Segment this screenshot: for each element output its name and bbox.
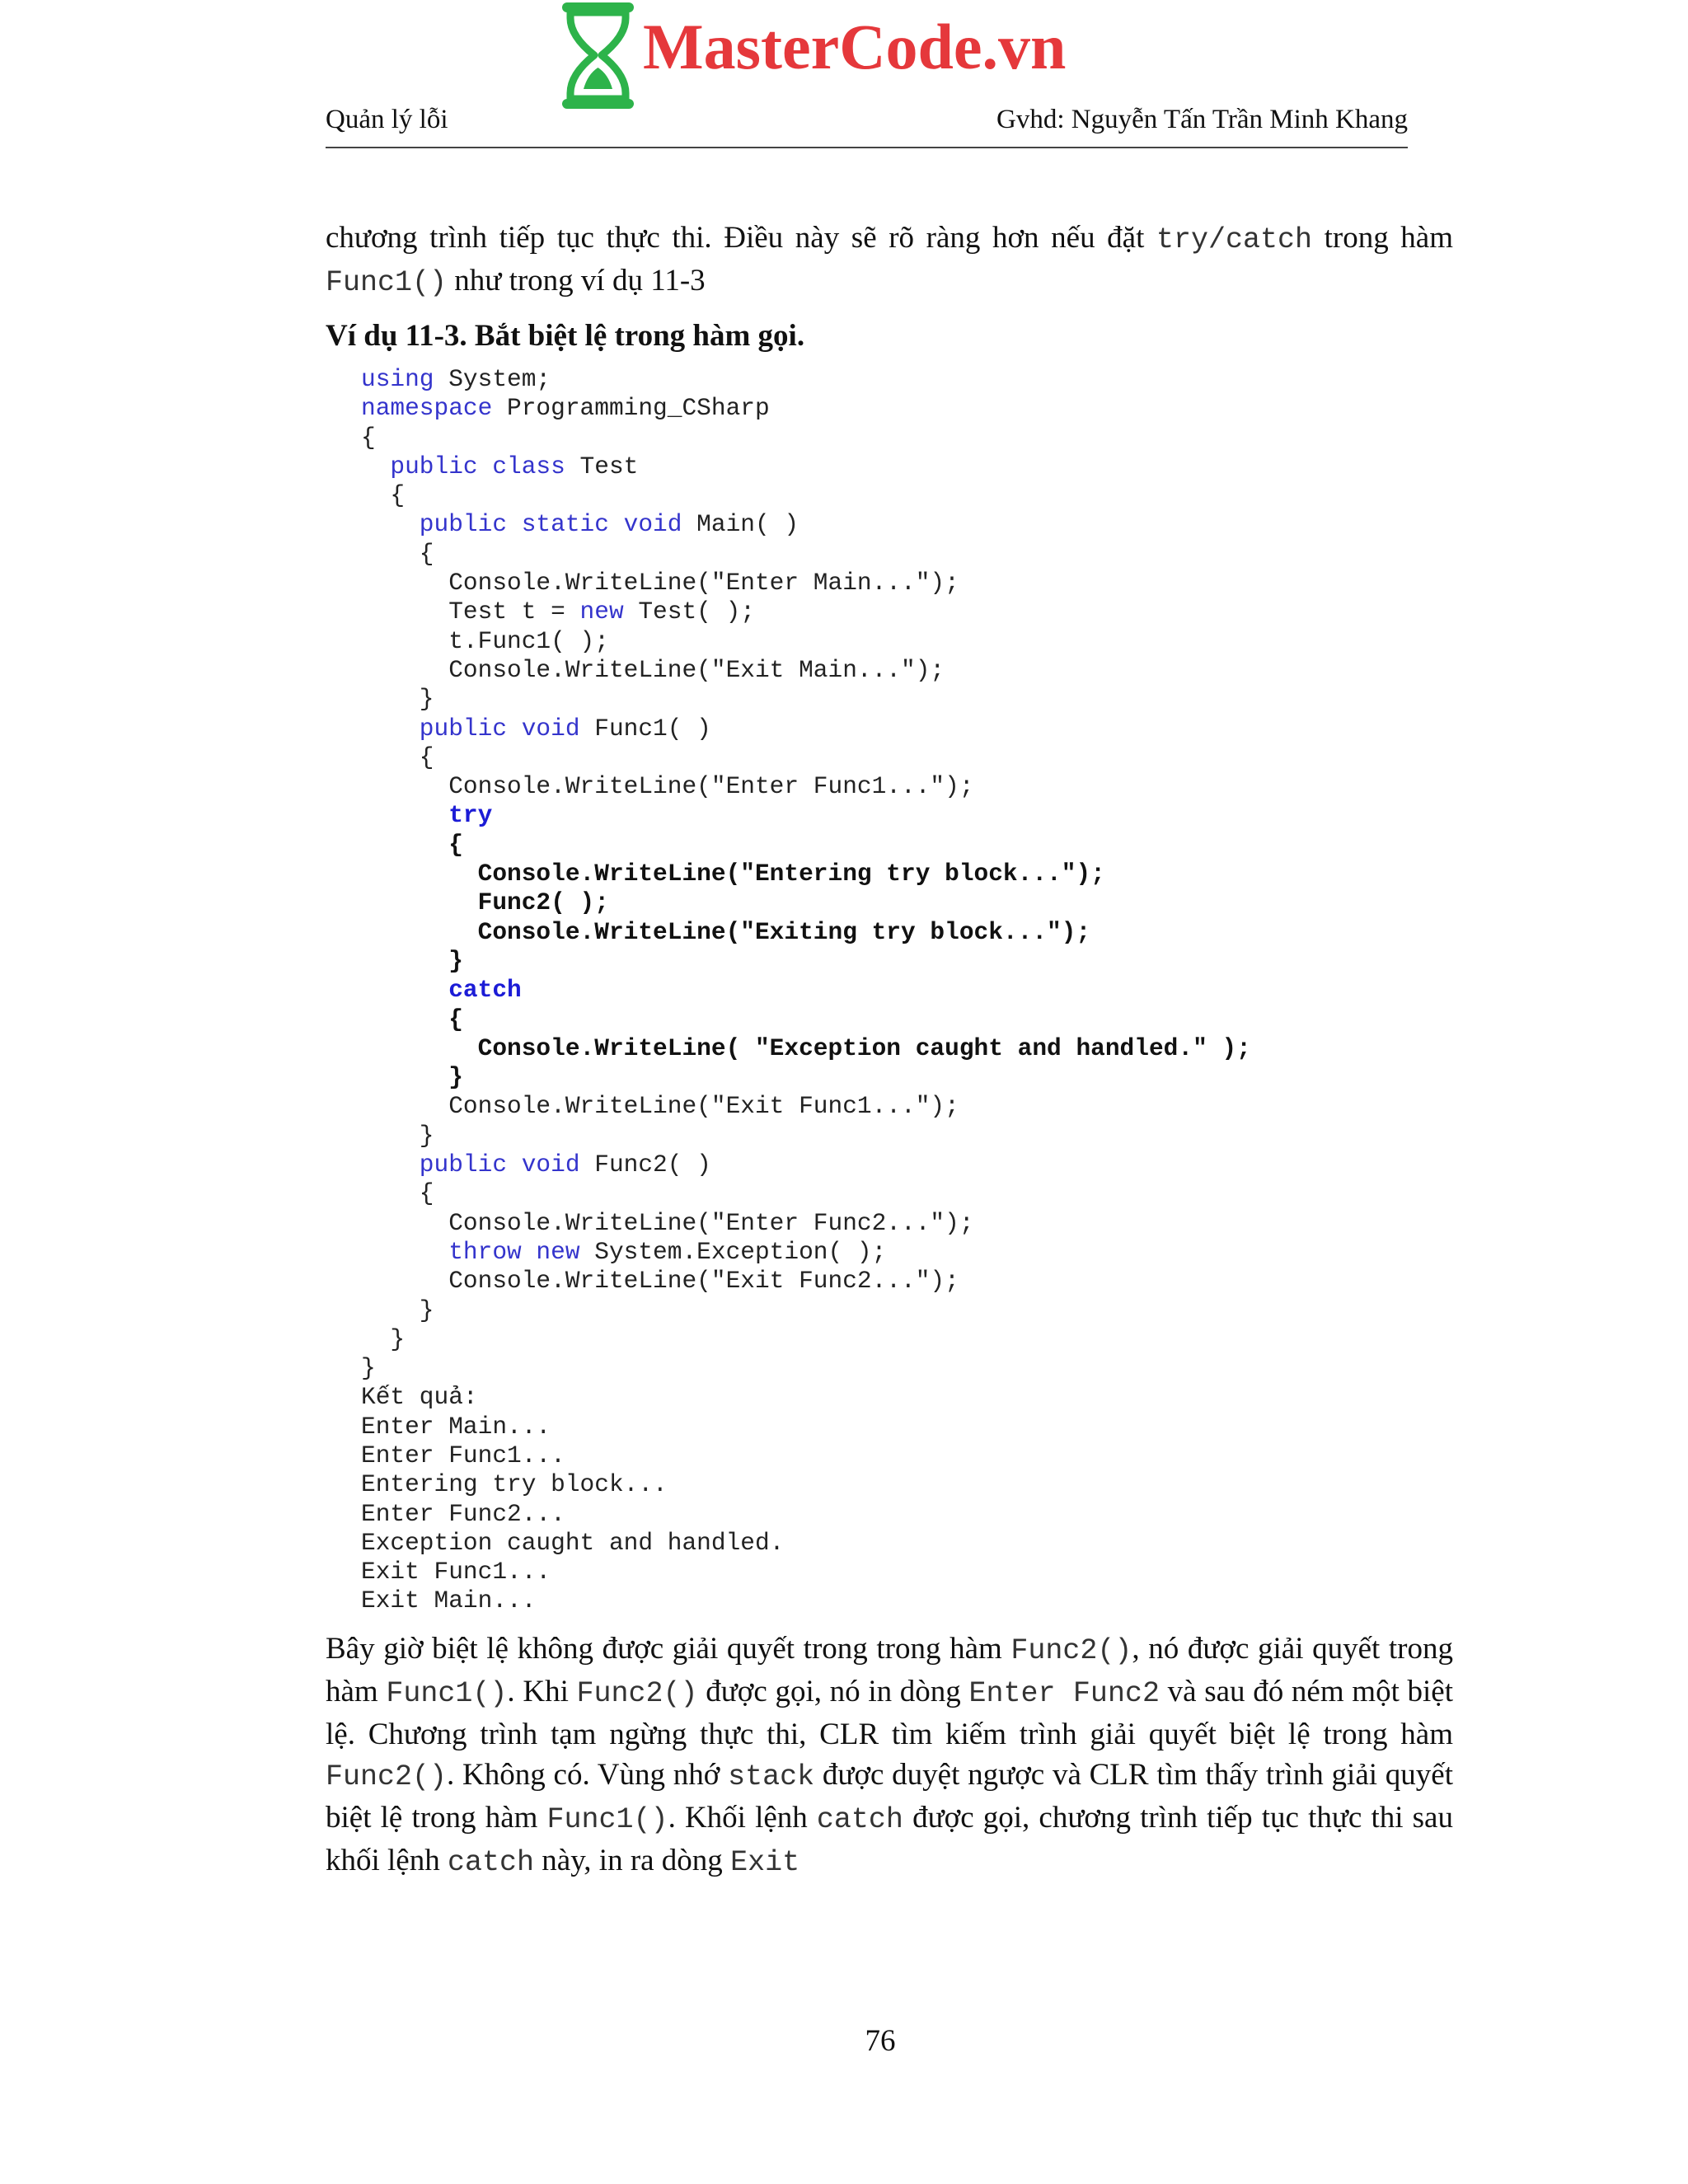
header-divider xyxy=(326,147,1408,148)
code-line: { xyxy=(361,481,406,510)
code-line: public class Test xyxy=(361,452,639,480)
code-listing xyxy=(361,365,1251,1616)
code-line: using System; xyxy=(361,365,551,393)
code-line: Console.WriteLine("Enter Main..."); xyxy=(361,569,959,598)
code-line: { xyxy=(361,743,434,771)
example-title: Ví dụ 11-3. Bắt biệt lệ trong hàm gọi. xyxy=(326,319,805,353)
code-line: t.Func1( ); xyxy=(361,626,609,655)
code-line: public void Func2( ) xyxy=(361,1151,711,1179)
output-line: Enter Func2... xyxy=(361,1499,565,1528)
code-line: } xyxy=(361,1121,434,1150)
code-line: Console.WriteLine("Exiting try block..."); xyxy=(361,917,1091,946)
code-line: namespace Programming_CSharp xyxy=(361,394,770,423)
site-logo xyxy=(559,0,1103,115)
header-chapter-title: Quản lý lỗi xyxy=(326,105,448,134)
code-line: } xyxy=(361,1296,434,1324)
code-line: try xyxy=(448,801,493,830)
hourglass-logo-icon xyxy=(559,0,637,111)
output-line: Exception caught and handled. xyxy=(361,1528,785,1557)
output-line: Entering try block... xyxy=(361,1470,668,1499)
code-line: Console.WriteLine("Exit Main..."); xyxy=(361,655,945,684)
code-line: Console.WriteLine( "Exception caught and handled." ); xyxy=(361,1033,1251,1062)
code-line: Console.WriteLine("Enter Func1..."); xyxy=(361,772,974,801)
inline-code: Func1() xyxy=(326,266,448,299)
code-line: throw new System.Exception( ); xyxy=(361,1237,887,1266)
code-line: Test t = new Test( ); xyxy=(361,598,755,626)
header-instructor: Gvhd: Nguyễn Tấn Trần Minh Khang xyxy=(996,105,1408,134)
code-line: { xyxy=(361,1005,463,1033)
code-line: Func2( ); xyxy=(361,888,609,917)
output-line: Enter Func1... xyxy=(361,1441,565,1469)
code-line: Console.WriteLine("Exit Func2..."); xyxy=(361,1267,959,1296)
logo-text: MasterCode.vn xyxy=(643,11,1067,82)
code-line: Console.WriteLine("Enter Func2..."); xyxy=(361,1208,974,1237)
code-line: public static void Main( ) xyxy=(361,510,799,539)
code-line: } xyxy=(361,946,463,975)
code-line: { xyxy=(361,830,463,859)
code-line: Console.WriteLine("Entering try block..."); xyxy=(361,860,1105,888)
output-line: Exit Main... xyxy=(361,1586,537,1615)
inline-code: try/catch xyxy=(1156,223,1312,256)
code-line: { xyxy=(361,423,376,452)
code-line: public void Func1( ) xyxy=(361,714,711,743)
code-line: } xyxy=(361,1063,463,1092)
code-line: } xyxy=(361,685,434,714)
code-line: { xyxy=(361,1179,434,1208)
code-line: } xyxy=(361,1324,406,1353)
intro-paragraph: chương trình tiếp tục thực thi. Điều này sẽ rõ ràng hơn nếu đặt try/catch trong hàm Func1() như trong ví dụ 11-3 xyxy=(326,221,1453,299)
code-line: Console.WriteLine("Exit Func1..."); xyxy=(361,1092,959,1121)
code-line: } xyxy=(361,1354,376,1383)
code-line: catch xyxy=(448,976,522,1005)
output-line: Enter Main... xyxy=(361,1412,551,1441)
page-number: 76 xyxy=(865,2024,896,2058)
explanation-paragraph: Bây giờ biệt lệ không được giải quyết trong trong hàm Func2(), nó được giải quyết trong hàm Func1(). Khi Func2() được gọi, nó in dòng Enter Func2 và sau đó ném một biệt lệ. Chương trình tạm ngừng thực thi, CLR tìm kiếm trình giải quyết biệt lệ trong hàm Func2(). Không có. Vùng nhớ stack được duyệt ngược và CLR tìm thấy trình giải quyết biệt lệ trong hàm Func1(). Khối lệnh catch được gọi, chương trình tiếp tục thực thi sau khối lệnh catch này, in ra dòng Exit xyxy=(326,1632,1454,1879)
output-label: Kết quả: xyxy=(361,1383,478,1412)
code-line: { xyxy=(361,539,434,568)
output-line: Exit Func1... xyxy=(361,1558,551,1586)
